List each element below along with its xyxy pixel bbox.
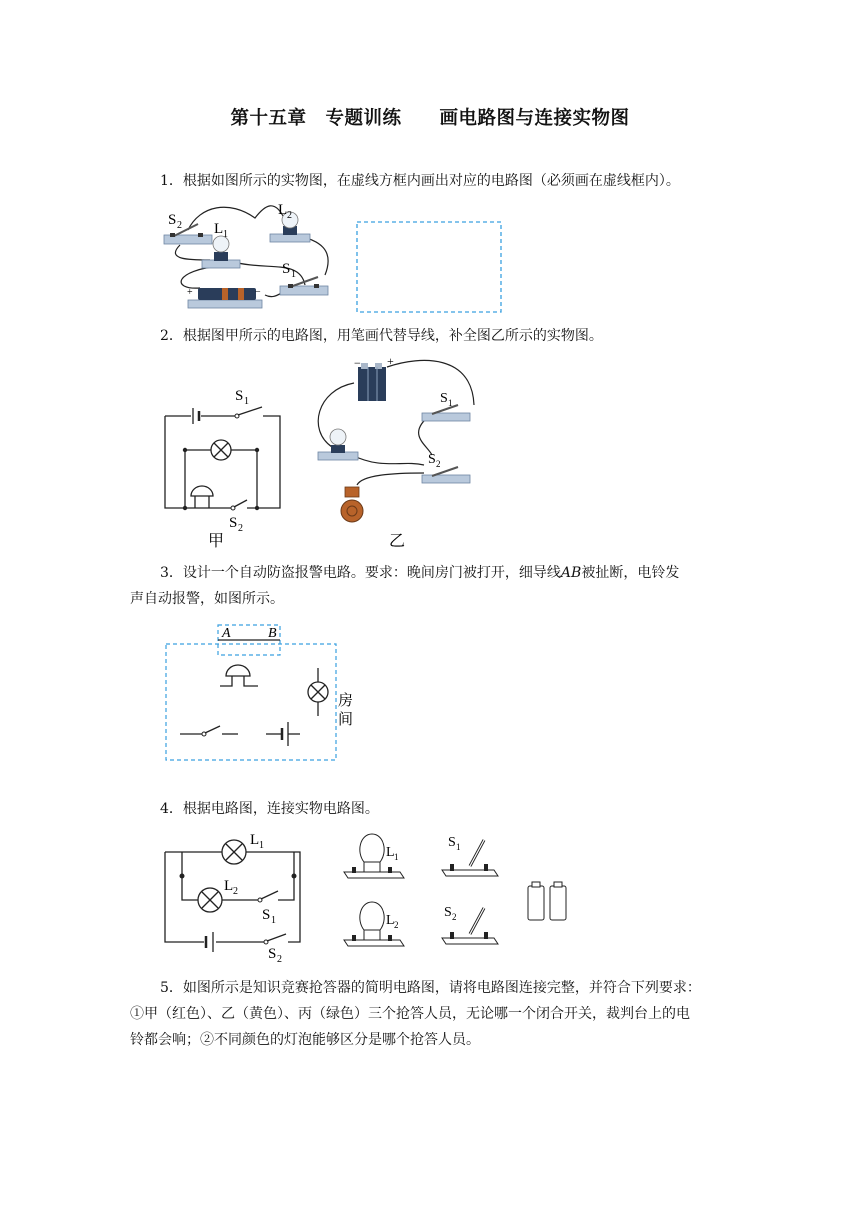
question-body: 如图所示是知识竞赛抢答器的简明电路图，请将电路图连接完整，并符合下列要求： [182, 980, 701, 996]
s1-subscript: 1 [244, 396, 249, 407]
l1-subscript: 1 [394, 852, 399, 862]
s1-subscript: 1 [291, 269, 296, 280]
l2-subscript: 2 [233, 886, 238, 897]
question-4-text [160, 796, 770, 822]
s2-subscript: 2 [177, 220, 182, 231]
question-body: 根据电路图，连接实物电路图。 [182, 801, 379, 817]
s1-label: S [235, 388, 244, 404]
question-3-text-line2: 声自动报警，如图所示。 [130, 591, 284, 607]
s2-subscript: 2 [238, 523, 243, 534]
question-body: 设计一个自动防盗报警电路。要求：晚间房门被打开，细导线 [182, 565, 561, 581]
page-title: 第十五章 专题训练 画电路图与连接实物图 [230, 108, 630, 129]
question-number: 4． [160, 801, 183, 817]
s2-subscript: 2 [436, 459, 441, 469]
q2-circuit-diagram [155, 380, 295, 550]
s2-subscript: 2 [452, 912, 457, 922]
q4-circuit-diagram [160, 828, 320, 963]
s1-label: S [282, 261, 291, 277]
l2-subscript: 2 [394, 920, 399, 930]
s2-label: S [268, 946, 277, 962]
s2-subscript: 2 [277, 954, 282, 965]
s1-subscript: 1 [456, 842, 461, 852]
l1-label: L [386, 845, 395, 860]
minus-terminal: − [255, 287, 261, 298]
l2-subscript: 2 [287, 210, 292, 221]
wire-ab-label: AB [560, 565, 582, 581]
question-2-text [160, 323, 770, 349]
question-number: 1． [160, 173, 183, 189]
s1-label: S [440, 391, 448, 406]
q3-diagram [160, 622, 370, 767]
s2-label: S [444, 905, 452, 920]
room-label-1: 房 [338, 691, 354, 709]
question-body: 根据图甲所示的电路图，用笔画代替导线，补全图乙所示的实物图。 [182, 328, 603, 344]
question-5-text-line2: ①甲（红色）、乙（黄色）、丙（绿色）三个抢答人员，无论哪一个闭合开关，裁判台上的电 [130, 1006, 690, 1022]
l1-label: L [214, 221, 224, 237]
l2-label: L [224, 878, 234, 894]
q1-physical-circuit [160, 200, 350, 315]
point-a-label: A [222, 626, 231, 641]
l1-subscript: 1 [259, 840, 264, 851]
room-label-2: 间 [338, 710, 354, 728]
s1-label: S [448, 835, 456, 850]
s2-label: S [168, 212, 177, 228]
question-1-text [160, 168, 770, 194]
question-5-text-line3: 铃都会响；②不同颜色的灯泡能够区分是哪个抢答人员。 [130, 1032, 480, 1048]
figure-label-yi: 乙 [389, 531, 406, 550]
battery-plus: + [387, 354, 394, 368]
question-number: 3． [160, 565, 183, 581]
question-body: 根据如图所示的实物图，在虚线方框内画出对应的电路图（必须画在虚线框内）。 [182, 173, 680, 189]
question-number: 5． [160, 980, 183, 996]
s1-subscript: 1 [271, 915, 276, 926]
s1-subscript: 1 [448, 398, 453, 408]
l1-label: L [250, 832, 260, 848]
s2-label: S [428, 452, 436, 467]
l1-subscript: 1 [223, 229, 228, 240]
q1-answer-box [355, 220, 505, 315]
q2-physical-circuit [312, 355, 492, 550]
s1-label: S [262, 907, 271, 923]
l2-label: L [278, 202, 288, 218]
s2-label: S [229, 515, 238, 531]
figure-label-jia: 甲 [208, 531, 225, 550]
battery-minus: − [354, 356, 361, 370]
q4-physical-parts [338, 826, 578, 956]
l2-label: L [386, 913, 395, 928]
question-5-text [160, 975, 780, 1001]
point-b-label: B [268, 626, 277, 641]
plus-terminal: + [187, 287, 193, 298]
question-number: 2． [160, 328, 183, 344]
question-3-text: 3．设计一个自动防盗报警电路。要求：晚间房门被打开，细导线AB被扯断，电铃发 [160, 565, 680, 581]
